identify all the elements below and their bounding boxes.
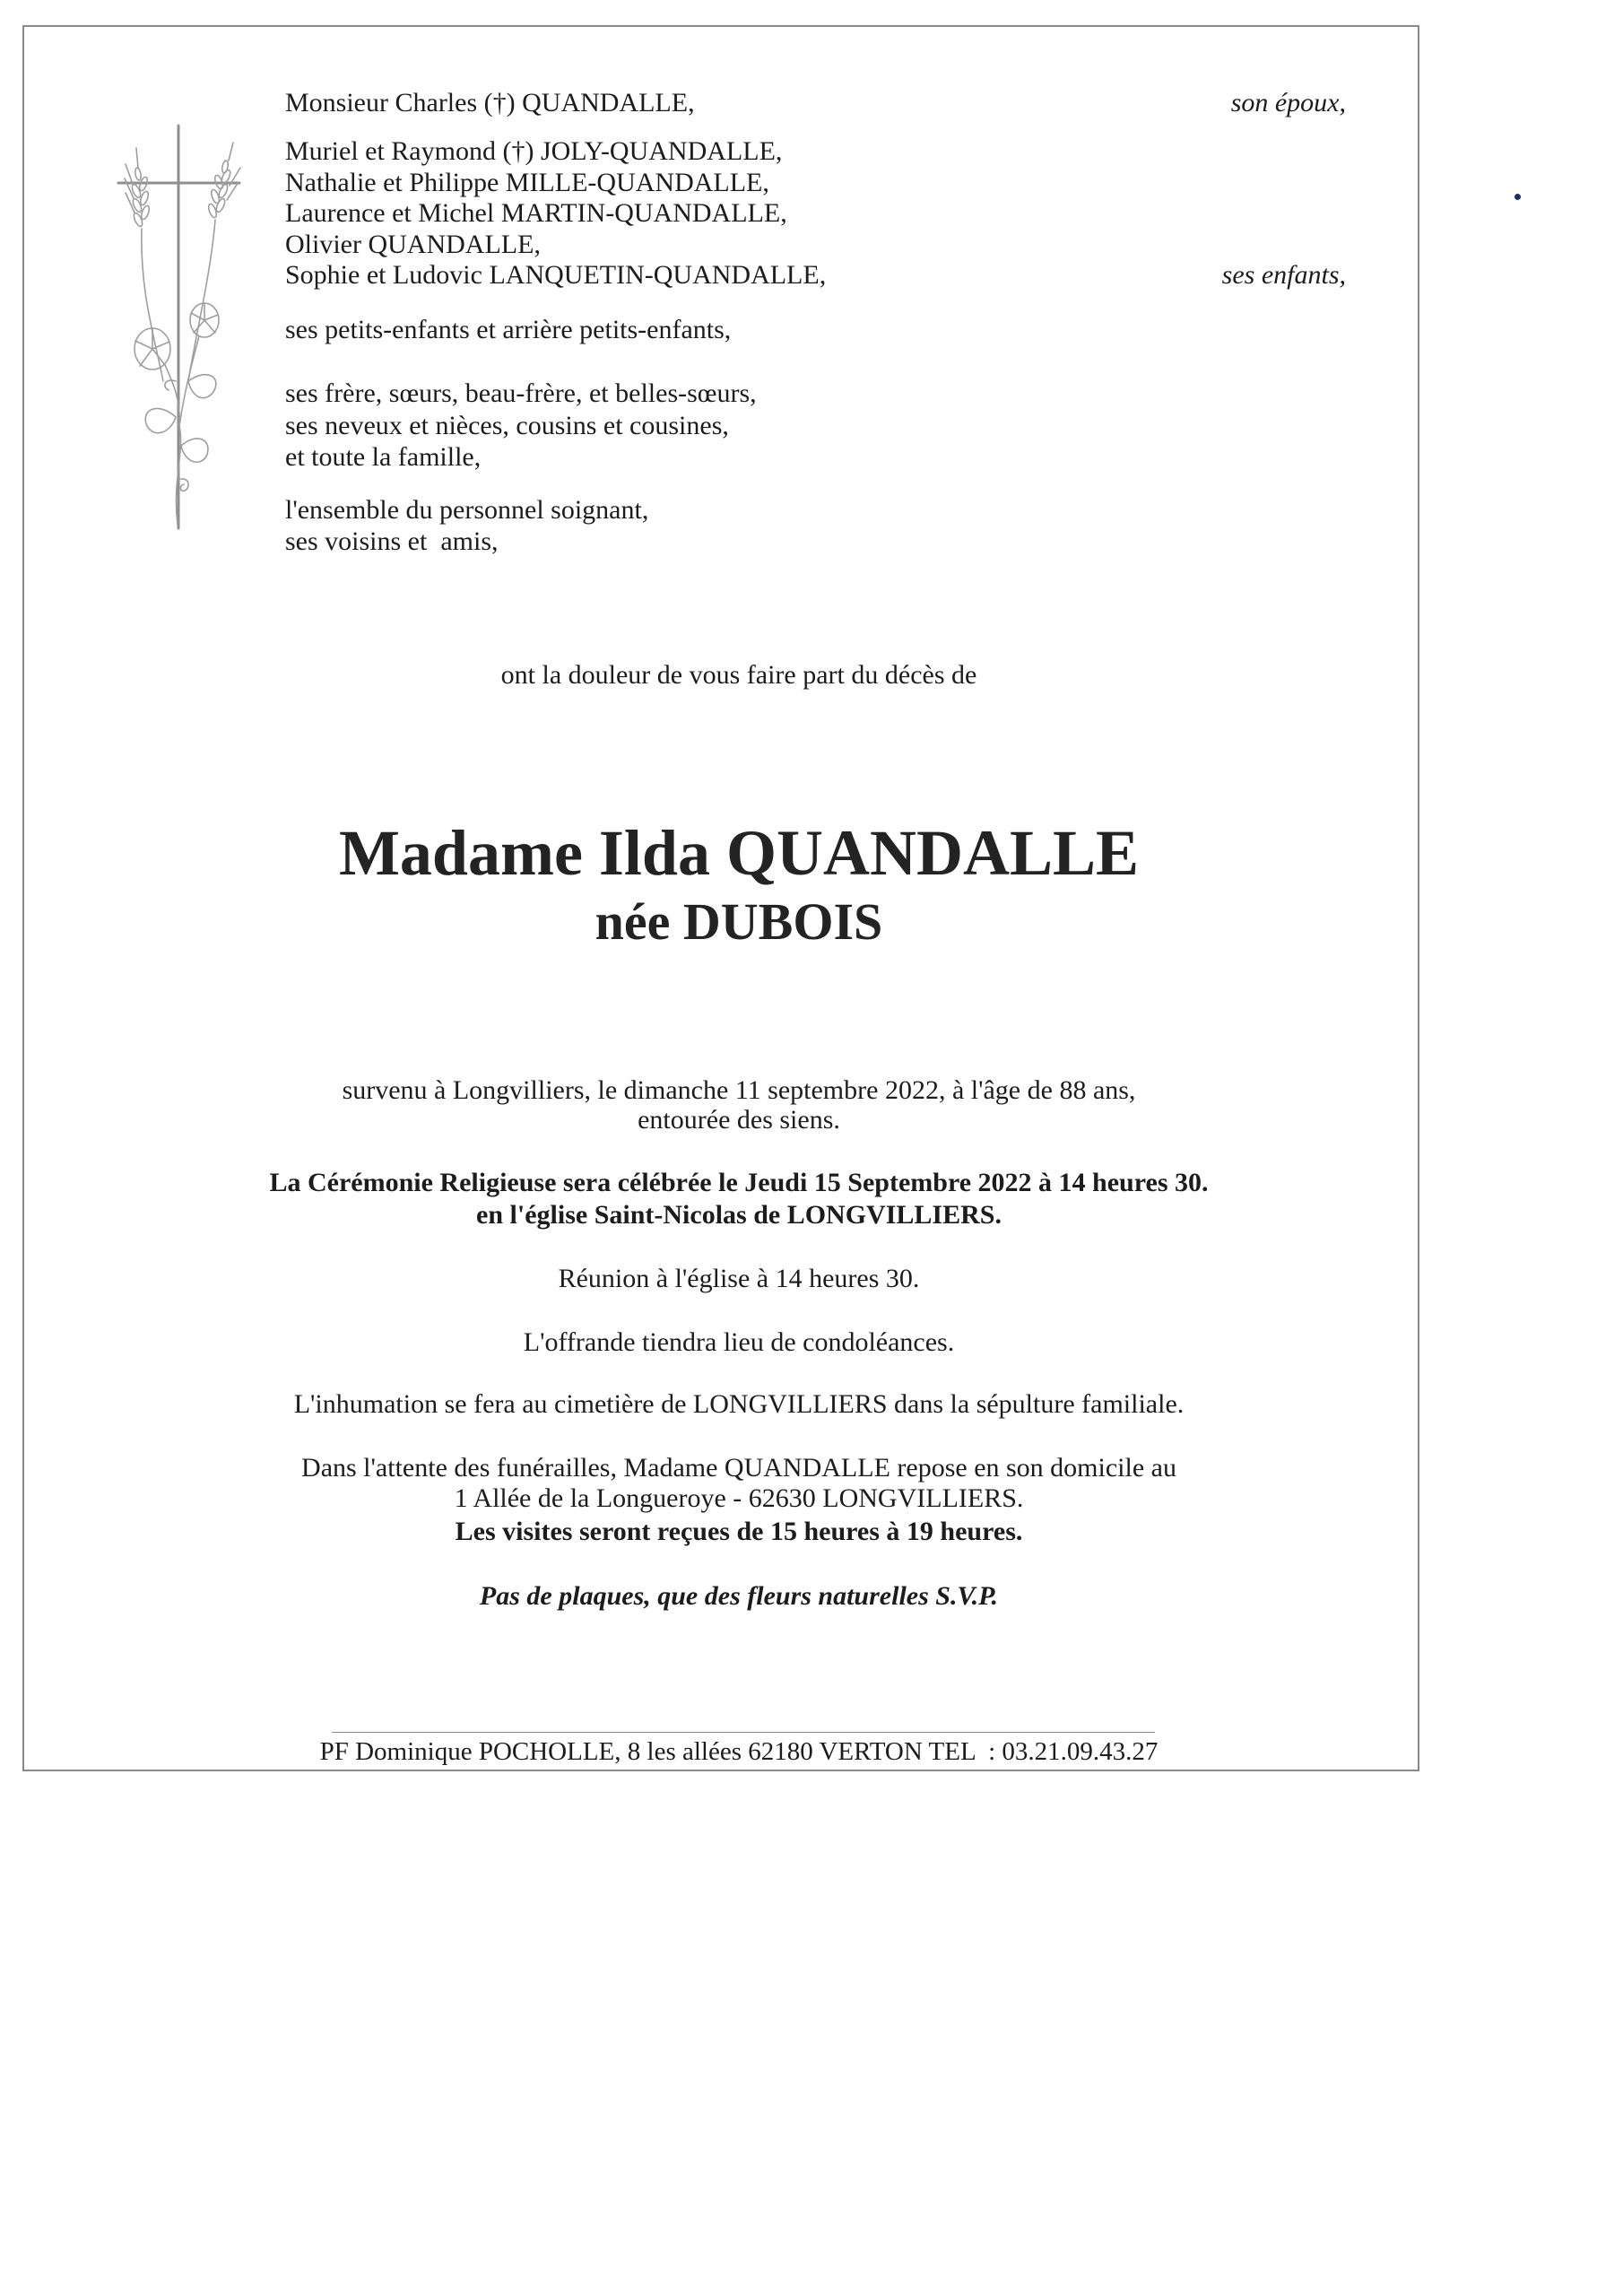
visiting-hours-line: Les visites seront reçues de 15 heures à 19 heures. <box>455 1517 1023 1546</box>
leaf <box>188 375 216 398</box>
cross-with-wheat-and-flowers-icon <box>99 112 260 543</box>
relatives-line: et toute la famille, <box>285 442 482 472</box>
relatives-line: ses neveux et nièces, cousins et cousines, <box>285 411 729 440</box>
ceremony-location-line: en l'église Saint-Nicolas de LONGVILLIERS. <box>476 1200 1002 1230</box>
children-relation-label: ses enfants, <box>1221 260 1346 290</box>
announcement-line: ont la douleur de vous faire part du décès de <box>500 660 977 690</box>
child-line: Nathalie et Philippe MILLE-QUANDALLE, <box>285 168 769 197</box>
leaf <box>145 409 176 433</box>
flower-left <box>135 328 179 426</box>
wheat-grain <box>214 197 226 213</box>
wheat-awns <box>227 143 240 200</box>
wheat-awns <box>125 148 138 213</box>
meeting-line: Réunion à l'église à 14 heures 30. <box>558 1264 920 1293</box>
burial-line: L'inhumation se fera au cimetière de LONGVILLIERS dans la sépulture familiale. <box>293 1389 1185 1419</box>
repose-address-line: 1 Allée de la Longueroye - 62630 LONGVILLIERS. <box>454 1483 1024 1513</box>
others-line: l'ensemble du personnel soignant, <box>285 495 649 525</box>
child-line: Olivier QUANDALLE, <box>285 230 541 259</box>
others-line: ses voisins et amis, <box>285 526 499 556</box>
deceased-name: Madame Ilda QUANDALLE <box>338 817 1140 889</box>
death-notice-line: survenu à Longvilliers, le dimanche 11 septembre 2022, à l'âge de 88 ans, <box>342 1075 1136 1105</box>
funeral-director-footer: PF Dominique POCHOLLE, 8 les allées 62180 VERTON TEL : 03.21.09.43.27 <box>319 1737 1159 1766</box>
lower-stems <box>165 380 188 525</box>
footer-divider <box>332 1732 1155 1733</box>
deceased-maiden-name: née DUBOIS <box>595 892 883 951</box>
leaf <box>181 439 208 462</box>
repose-line: Dans l'attente des funérailles, Madame QUANDALLE repose en son domicile au <box>301 1453 1176 1483</box>
flowers-request-line: Pas de plaques, que des fleurs naturelles S.V.P. <box>479 1581 999 1611</box>
flower-veins <box>135 329 169 366</box>
wheat-stem <box>188 220 215 381</box>
spouse-relation-label: son époux, <box>1230 88 1346 117</box>
offering-line: L'offrande tiendra lieu de condoléances. <box>523 1327 955 1357</box>
death-notice-line: entourée des siens. <box>638 1105 840 1135</box>
scan-dot <box>1515 194 1521 200</box>
child-line: Muriel et Raymond (†) JOLY-QUANDALLE, <box>285 136 783 166</box>
relatives-line: ses frère, sœurs, beau-frère, et belles-sœurs, <box>285 378 757 408</box>
ceremony-line: La Cérémonie Religieuse sera célébrée le Jeudi 15 Septembre 2022 à 14 heures 30. <box>269 1168 1209 1197</box>
grandchildren-line: ses petits-enfants et arrière petits-enfants, <box>285 315 732 344</box>
wheat-grain <box>135 168 142 181</box>
child-line: Sophie et Ludovic LANQUETIN-QUANDALLE, <box>285 260 827 290</box>
child-line: Laurence et Michel MARTIN-QUANDALLE, <box>285 198 787 228</box>
spouse-line: Monsieur Charles (†) QUANDALLE, <box>285 88 695 117</box>
